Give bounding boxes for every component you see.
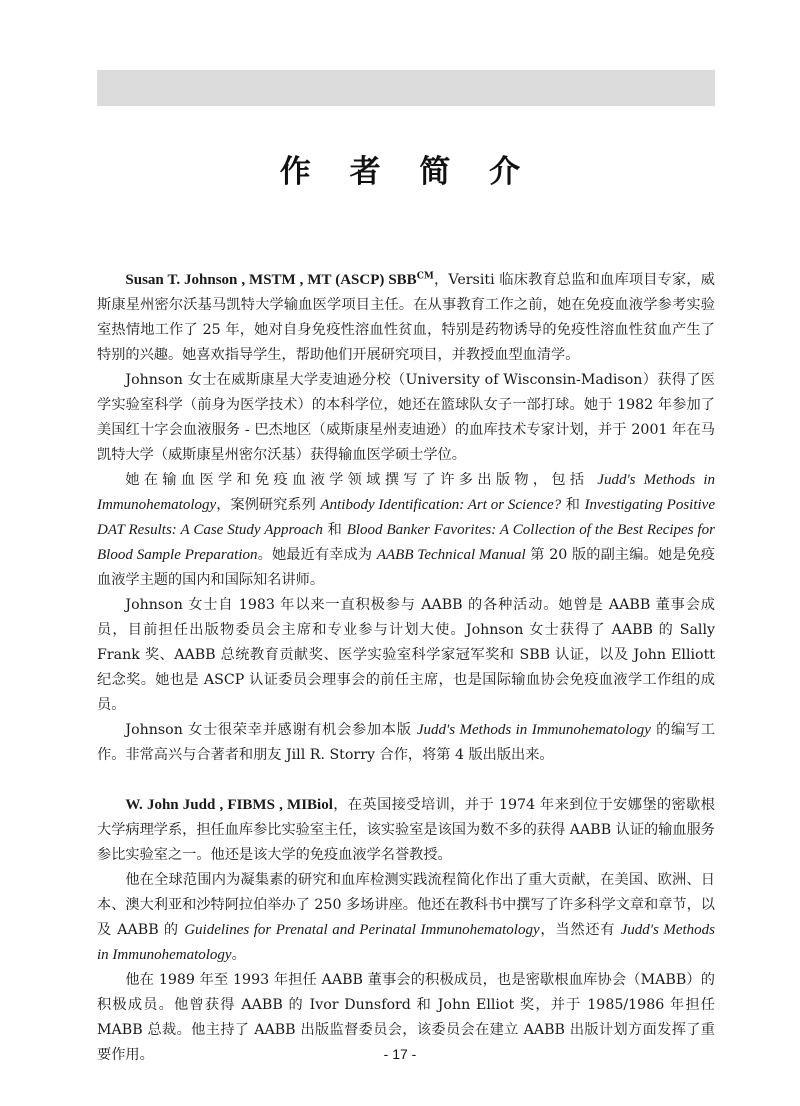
book-title: Antibody Identification: Art or Science? <box>320 497 562 513</box>
book-title: Judd's Methods in Immunohematology <box>97 472 715 513</box>
johnson-bio <box>97 268 715 768</box>
judd-bio <box>97 793 715 1068</box>
text-run: 。 <box>231 947 246 963</box>
text-run: 和 <box>322 522 347 538</box>
book-title: Judd's Methods in Immunohematology <box>416 722 651 738</box>
text-run: ，案例研究系列 <box>216 497 321 513</box>
header-band <box>97 70 715 106</box>
book-title: Guidelines for Prenatal and Perinatal Immunohematology <box>184 922 540 938</box>
johnson-paragraph-5 <box>97 718 715 768</box>
author-name-johnson: Susan T. Johnson , MSTM , MT (ASCP) SBB <box>125 272 417 288</box>
judd-paragraph-1 <box>97 793 715 868</box>
text-run: ，当然还有 <box>539 922 621 938</box>
paragraph-text: ，Versiti 临床教育总监和血库项目专家，威斯康星州密尔沃基马凯特大学输血医学项目主任。在从事教育工作之前，她在免疫血液学参考实验室热情地工作了 25 年，她对自身免疫性溶血性贫血，特别是药物诱导的免疫性溶血性贫血产生了特别的兴趣。她喜欢指导学生，帮助他们开展研究项目，并教授血型血清学。 <box>97 272 715 363</box>
johnson-paragraph-4: Johnson 女士自 1983 年以来一直积极参与 AABB 的各种活动。她曾是 AABB 董事会成员，目前担任出版物委员会主席和专业参与计划大使。Johnson 女士获得了 AABB 的 Sally Frank 奖、AABB 总统教育贡献奖、医学实验室科学家冠军奖和 SBB 认证，以及 John Elliott 纪念奖。她也是 ASCP 认证委员会理事会的前任主席，也是国际输血协会免疫血液学工作组的成员。 <box>97 597 715 713</box>
judd-paragraph-2 <box>97 868 715 968</box>
johnson-paragraph-3 <box>97 468 715 593</box>
page-title: 作 者 简 介 <box>279 154 535 190</box>
text-run: 她在输血医学和免疫血液学领域撰写了许多出版物，包括 <box>125 472 598 488</box>
page-body <box>97 268 715 1068</box>
book-title: Blood Banker Favorites: A Collection of the Best Recipes for Blood Sample Preparation <box>97 522 715 563</box>
credential-superscript: CM <box>416 271 434 282</box>
text-run: 。她最近有幸成为 <box>257 547 377 563</box>
text-run: 的编写工作。非常高兴与合著者和朋友 Jill R. Storry 合作，将第 4 版出版出来。 <box>97 722 716 763</box>
author-name-judd: W. John Judd , FIBMS , MIBiol <box>125 797 333 813</box>
book-title: Investigating Positive DAT Results: A Case Study Approach <box>97 497 716 538</box>
paragraph-text: ，在英国接受培训，并于 1974 年来到位于安娜堡的密歇根大学病理学系，担任血库参比实验室主任，该实验室是该国为数不多的获得 AABB 认证的输血服务参比实验室之一。他还是该大学的免疫血液学名誉教授。 <box>97 797 715 863</box>
johnson-paragraph-2: Johnson 女士在威斯康星大学麦迪逊分校（University of Wisconsin-Madison）获得了医学实验室科学（前身为医学技术）的本科学位，她还在篮球队女子一部打球。她于 1982 年参加了美国红十字会血液服务 - 巴杰地区（威斯康星州麦迪逊）的血库技术专家计划，并于 2001 年在马凯特大学（威斯康星州密尔沃基）获得输血医学硕士学位。 <box>97 372 715 463</box>
text-run: 和 <box>561 497 585 513</box>
text-run: Johnson 女士很荣幸并感谢有机会参加本版 <box>125 722 417 738</box>
judd-paragraph-3: 他在 1989 年至 1993 年担任 AABB 董事会的积极成员，也是密歇根血库协会（MABB）的积极成员。他曾获得 AABB 的 Ivor Dunsford 和 John Elliot 奖，并于 1985/1986 年担任 MABB 总裁。他主持了 AABB 出版监督委员会，该委员会在建立 AABB 出版计划方面发挥了重要作用。 <box>97 972 715 1063</box>
johnson-paragraph-1 <box>97 268 715 368</box>
text-run: 第 20 版的副主编。她是免疫血液学主题的国内和国际知名讲师。 <box>97 547 715 588</box>
book-title: Judd's Methods in Immunohematology <box>97 922 716 963</box>
page-number: - 17 - <box>383 1046 417 1062</box>
book-title: AABB Technical Manual <box>376 547 526 563</box>
text-run: 他在全球范围内为凝集素的研究和血库检测实践流程简化作出了重大贡献，在美国、欧洲、日本、澳大利亚和沙特阿拉伯举办了 250 多场讲座。他还在教科书中撰写了许多科学文章和章节，以及 AABB 的 <box>97 872 715 938</box>
